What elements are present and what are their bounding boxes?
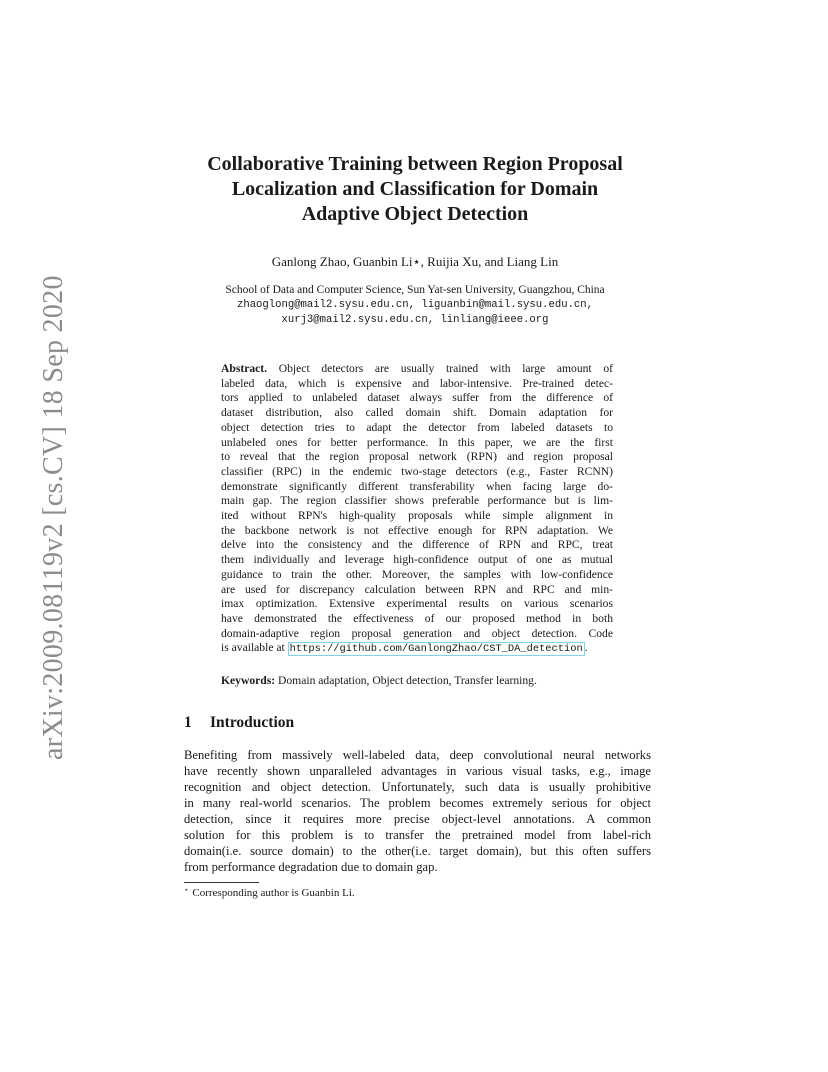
abstract-line: tors applied to unlabeled dataset always suffer from the difference of <box>221 391 613 405</box>
paper-title <box>150 152 680 227</box>
abstract-line: imax optimization. Extensive experimental results on various scenarios <box>221 597 613 611</box>
abstract-text: is available at <box>221 641 285 655</box>
keywords <box>221 674 621 687</box>
abstract-line: delve into the consistency and the difference of RPN and RPC, treat <box>221 538 613 552</box>
affiliation: School of Data and Computer Science, Sun Yat-sen University, Guangzhou, China <box>225 284 605 296</box>
footnote-text: Corresponding author is Guanbin Li. <box>192 887 355 899</box>
intro-line: domain(i.e. source domain) to the other(i.e. target domain), but this often suffers <box>184 844 651 858</box>
email-line: xurj3@mail2.sysu.edu.cn, linliang@ieee.org <box>281 314 549 326</box>
abstract-line: domain-adaptive region proposal generation and object detection. Code <box>221 626 613 640</box>
author-list: Ganlong Zhao, Guanbin Li⋆, Ruijia Xu, and Liang Lin <box>271 254 559 269</box>
email-line: zhaoglong@mail2.sysu.edu.cn, liguanbin@mail.sysu.edu.cn, <box>236 299 593 311</box>
section-heading <box>184 714 294 732</box>
abstract-line: demonstrate significantly different transferability when facing large do- <box>221 479 613 493</box>
keywords-label: Keywords: <box>221 674 276 687</box>
arxiv-side-identifier: arXiv:2009.08119v2 [cs.CV] 18 Sep 2020 <box>38 275 69 760</box>
abstract-line: labeled data, which is expensive and labor-intensive. Pre-trained detec- <box>221 376 613 390</box>
abstract-line: guidance to train the other. Moreover, the samples with low-confidence <box>221 567 613 581</box>
intro-line: in many real-world scenarios. The problem becomes extremely serious for object <box>184 796 651 810</box>
abstract-line <box>221 641 613 657</box>
keywords-text: Domain adaptation, Object detection, Transfer learning. <box>278 674 537 687</box>
abstract-line: have demonstrated the effectiveness of our proposed method in both <box>221 611 613 625</box>
footnote-mark: ⋆ <box>184 886 189 894</box>
abstract-line: classifier (RPC) in the endemic two-stage detectors (e.g., Faster RCNN) <box>221 464 613 478</box>
intro-line: have recently shown unparalleled advantages in various visual tasks, e.g., image <box>184 764 651 778</box>
abstract-line: the backbone network is not effective enough for RPN adaptation. We <box>221 523 613 537</box>
abstract <box>221 362 613 657</box>
title-line: Localization and Classification for Domain <box>231 178 599 200</box>
abstract-line: dataset distribution, also called domain shift. Domain adaptation for <box>221 406 613 420</box>
code-link[interactable]: https://github.com/GanlongZhao/CST_DA_detection <box>289 643 583 656</box>
abstract-line: object detection tries to adapt the detector from labeled datasets to <box>221 420 613 434</box>
abstract-line: unlabeled ones for better performance. In this paper, we are the first <box>221 435 613 449</box>
title-line: Adaptive Object Detection <box>301 203 529 225</box>
abstract-line: are used for discrepancy calculation between RPN and RPC and min- <box>221 582 613 596</box>
abstract-line: them individually and leverage high-confidence output of one as mutual <box>221 553 613 567</box>
abstract-label: Abstract. <box>221 362 268 375</box>
footnote-divider <box>184 882 259 883</box>
intro-line: Benefiting from massively well-labeled data, deep convolutional neural networks <box>184 748 651 762</box>
title-line: Collaborative Training between Region Proposal <box>207 153 623 175</box>
intro-line: from performance degradation due to domain gap. <box>184 860 438 874</box>
abstract-text: . <box>584 641 588 655</box>
intro-line: recognition and object detection. Unfortunately, such data is usually prohibitive <box>184 780 651 794</box>
abstract-line <box>221 362 613 377</box>
intro-line: solution for this problem is to transfer the pretrained model from label-rich <box>184 828 651 842</box>
abstract-line: to reveal that the region proposal network (RPN) and region proposal <box>221 450 613 464</box>
section-title: Introduction <box>210 714 295 731</box>
footnote <box>184 886 355 899</box>
intro-line: detection, since it requires more precise object-level annotations. A common <box>184 812 651 826</box>
introduction-paragraph <box>184 747 651 875</box>
abstract-text: Object detectors are usually trained with large amount of <box>278 362 613 375</box>
abstract-line: main gap. The region classifier shows preferable performance but is lim- <box>221 494 613 508</box>
abstract-line: ited without RPN's high-quality proposals while simple alignment in <box>221 509 613 523</box>
section-number: 1 <box>184 714 192 731</box>
affiliation-block <box>150 283 680 328</box>
